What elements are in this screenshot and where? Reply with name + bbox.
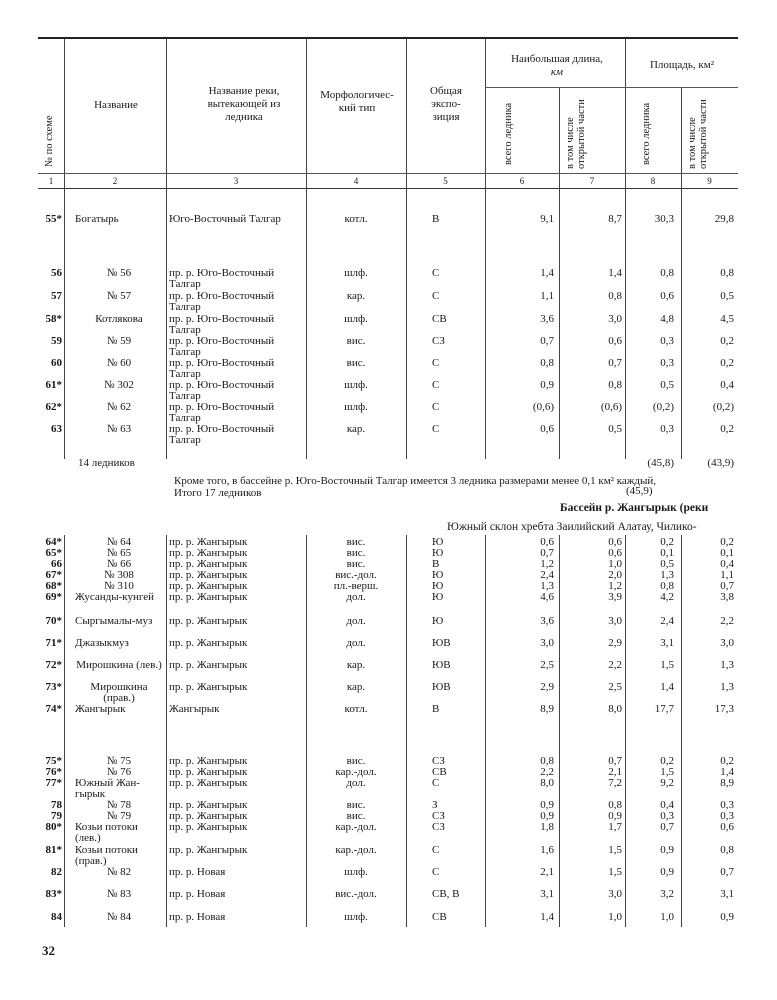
col-number: 2 bbox=[112, 176, 118, 186]
divider bbox=[64, 189, 65, 459]
header-col2: Название bbox=[94, 99, 138, 111]
header-col6: всего ледника bbox=[503, 102, 514, 165]
header-area-group: Площадь, км² bbox=[649, 59, 714, 71]
divider bbox=[166, 189, 167, 459]
col-number: 8 bbox=[650, 176, 656, 186]
col-number: 5 bbox=[443, 176, 448, 186]
divider bbox=[485, 189, 486, 459]
glacier-count: 14 ледников bbox=[78, 457, 135, 469]
note-total: (45,9) bbox=[626, 485, 653, 497]
divider bbox=[166, 535, 167, 927]
divider bbox=[485, 535, 486, 927]
col-number: 1 bbox=[48, 176, 54, 186]
divider bbox=[64, 535, 65, 927]
divider bbox=[625, 535, 626, 927]
divider bbox=[306, 39, 307, 188]
header-col9: в том числе открытой части bbox=[687, 99, 709, 169]
table-header bbox=[38, 37, 738, 189]
area-open-sum: (43,9) bbox=[707, 457, 734, 469]
col-number: 7 bbox=[589, 176, 595, 186]
header-col3: Название реки, вытекающей из ледника bbox=[207, 85, 281, 123]
divider bbox=[306, 535, 307, 927]
divider bbox=[406, 189, 407, 459]
header-col4: Морфологичес-кий тип bbox=[320, 89, 394, 114]
divider bbox=[166, 39, 167, 188]
column-number-rule bbox=[38, 173, 738, 174]
divider bbox=[681, 535, 682, 927]
col-number: 3 bbox=[233, 176, 239, 186]
divider bbox=[406, 535, 407, 927]
page-number: 32 bbox=[42, 943, 55, 958]
divider bbox=[625, 39, 626, 188]
col-number: 9 bbox=[707, 176, 712, 186]
divider bbox=[406, 39, 407, 188]
header-col7: в том числе открытой части bbox=[565, 99, 587, 169]
divider bbox=[681, 189, 682, 459]
slope-title: Южный склон хребта Заилийский Алатау, Чилико- bbox=[447, 521, 697, 533]
col-number: 4 bbox=[353, 176, 359, 186]
divider bbox=[64, 39, 65, 188]
note-line: Итого 17 ледников bbox=[174, 487, 262, 499]
divider bbox=[559, 535, 560, 927]
group-rule bbox=[485, 87, 738, 88]
top-rule bbox=[38, 37, 738, 39]
header-col5: Общая экспо-зиция bbox=[430, 85, 462, 123]
header-col8: всего ледника bbox=[641, 102, 652, 165]
note-line: Кроме того, в бассейне р. Юго-Восточный Талгар имеется 3 ледника размерами менее 0,1 км² каждый, bbox=[174, 475, 656, 487]
divider bbox=[625, 189, 626, 459]
table-body: 55* Богатырь Юго-Восточный Талгар котл. В 9,1 8,7 30,3 29,8 56 № 56 пр. р. Юго-Восточный Талгар шлф. С 1,4 1,4 0,8 0,8 57 № 57 пр. р. Юго-Восточный Талгар кар. С 1,1 0,8 0,6 0,5 58* Котлякова пр. р. Юго-Восточный Талгар шлф. СВ 3,6 3,0 4,8 4,5 59 № 59 пр. р. Юго-Восточный Талгар вис. СЗ 0,7 0,6 0,3 0,2 60 № 60 пр. р. Юго-Восточный Талгар вис. С 0,8 0,7 0,3 0,2 61* № 302 пр. р. Юго-Восточный Талгар шлф. С 0,9 0,8 0,5 0,4 62* № 62 пр. р. Юго-Восточный Талгар шлф. С (0,6) (0,6) (0,2) (0,2) 63 № 63 пр. р. Юго-Восточный Талгар кар. С 0,6 0,5 0,3 0,2 14 ледников (45,8) (43,9) Кроме того, в бассейне р. Юго-Восточный Талгар имеется 3 ледника размерами менее 0,1 км² каждый, Итого 17 ледников (45,9) Бассейн р. Жангырык (реки Южный склон хребта Заилийский Алатау, Чилико- 64* № 64 пр. р. Жангырык вис. Ю 0,6 0,6 0,2 0,2 65* № 65 пр. р. Жангырык вис. Ю 0,7 0,6 0,1 0,1 66 № 66 пр. р. Жангырык вис. В 1,2 1,0 0,5 0,4 67* № 308 пр. р. Жангырык вис.-дол. Ю 2,4 2,0 1,3 1,1 68* № 310 пр. р. Жангырык пл.-верш. Ю 1,3 1,2 0,8 0,7 69* Жусанды-кунгей пр. р. Жангырык дол. Ю 4,6 3,9 4,2 3,8 70* Сыргымалы-муз пр. р. Жангырык дол. Ю 3,6 3,0 2,4 2,2 71* Джазыкмуз пр. р. Жангырык дол. ЮВ 3,0 2,9 3,1 3,0 72* Мирошкина (лев.) пр. р. Жангырык кар. ЮВ 2,5 2,2 1,5 1,3 73* Мирошкина (прав.) пр. р. Жангырык кар. ЮВ 2,9 2,5 1,4 1,3 74* Жангырык Жангырык котл. В 8,9 8,0 17,7 17,3 75* № 75 пр. р. Жангырык вис. СЗ 0,8 0,7 0,2 0,2 76* № 76 пр. р. Жангырык кар.-дол. СВ 2,2 2,1 1,5 1,4 77* Южный Жан-гырык пр. р. Жангырык дол. С 8,0 7,2 9,2 8,9 78 № 78 пр. р. Жангырык вис. З 0,9 0,8 0,4 0,3 79 № 79 пр. р. Жангырык вис. СЗ 0,9 0,9 0,3 0,3 80* Козьи потоки (лев.) пр. р. Жангырык кар.-дол. СЗ 1,8 1,7 0,7 0,6 81* Козьи потоки (прав.) пр. р. Жангырык кар.-дол. С 1,6 1,5 0,9 0,8 82 № 82 пр. р. Новая шлф. С 2,1 1,5 0,9 0,7 83* № 83 пр. р. Новая вис.-дол. СВ, В 3,1 3,0 3,2 3,1 84 № 84 пр. р. Новая шлф. СВ 1,4 1,0 1,0 0,9 bbox=[38, 189, 738, 957]
divider bbox=[306, 189, 307, 459]
col-number: 6 bbox=[519, 176, 525, 186]
divider bbox=[485, 39, 486, 188]
header-length-group: Наибольшая длина, км bbox=[511, 53, 603, 78]
divider bbox=[559, 189, 560, 459]
header-col1: № по схеме bbox=[44, 115, 55, 167]
basin-title: Бассейн р. Жангырык (реки bbox=[560, 502, 709, 514]
area-total-sum: (45,8) bbox=[647, 457, 674, 469]
